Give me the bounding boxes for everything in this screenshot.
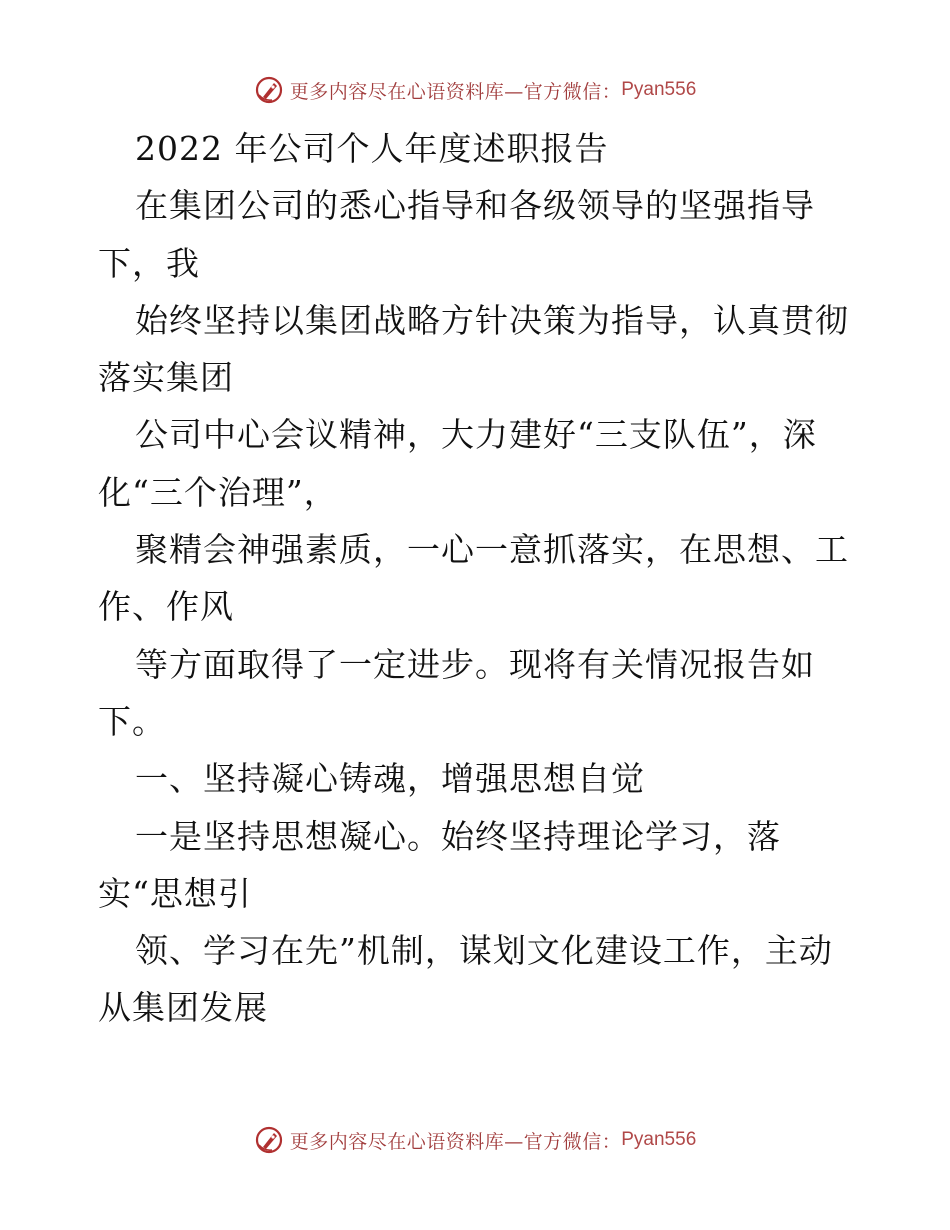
text-line: 实“思想引 xyxy=(98,873,252,913)
pen-nib-logo-icon xyxy=(254,1125,284,1155)
text-line: 一是坚持思想凝心。始终坚持理论学习，落 xyxy=(135,816,781,856)
text-line: 下。 xyxy=(98,701,166,741)
text-line: 领、学习在先”机制，谋划文化建设工作，主动 xyxy=(135,931,833,971)
text-line: 在集团公司的悉心指导和各级领导的坚强指导 xyxy=(135,186,815,226)
text-line: 聚精会神强素质，一心一意抓落实，在思想、工 xyxy=(135,530,849,570)
text-line: 作、作风 xyxy=(98,587,234,627)
text-line: 从集团发展 xyxy=(98,988,268,1028)
banner-wechat-id: Pyan556 xyxy=(621,79,697,100)
document-title: 2022 年公司个人年度述职报告 xyxy=(135,129,609,168)
banner-text: 更多内容尽在心语资料库—官方微信： xyxy=(289,1130,622,1153)
document-body xyxy=(98,120,858,1037)
banner-text: 更多内容尽在心语资料库—官方微信： xyxy=(289,80,622,103)
pen-nib-logo-icon xyxy=(254,75,284,105)
text-line: 公司中心会议精神，大力建好“三支队伍”，深 xyxy=(135,415,817,455)
text-line: 始终坚持以集团战略方针决策为指导，认真贯彻 xyxy=(135,300,849,340)
text-line: 化“三个治理”， xyxy=(98,472,338,512)
text-line: 落实集团 xyxy=(98,358,234,398)
footer-watermark-banner xyxy=(0,1122,950,1158)
text-line: 一、坚持凝心铸魂，增强思想自觉 xyxy=(135,759,645,799)
text-line: 下，我 xyxy=(98,243,200,283)
banner-wechat-id: Pyan556 xyxy=(621,1129,697,1150)
text-line: 等方面取得了一定进步。现将有关情况报告如 xyxy=(135,644,815,684)
header-watermark-banner xyxy=(0,72,950,108)
